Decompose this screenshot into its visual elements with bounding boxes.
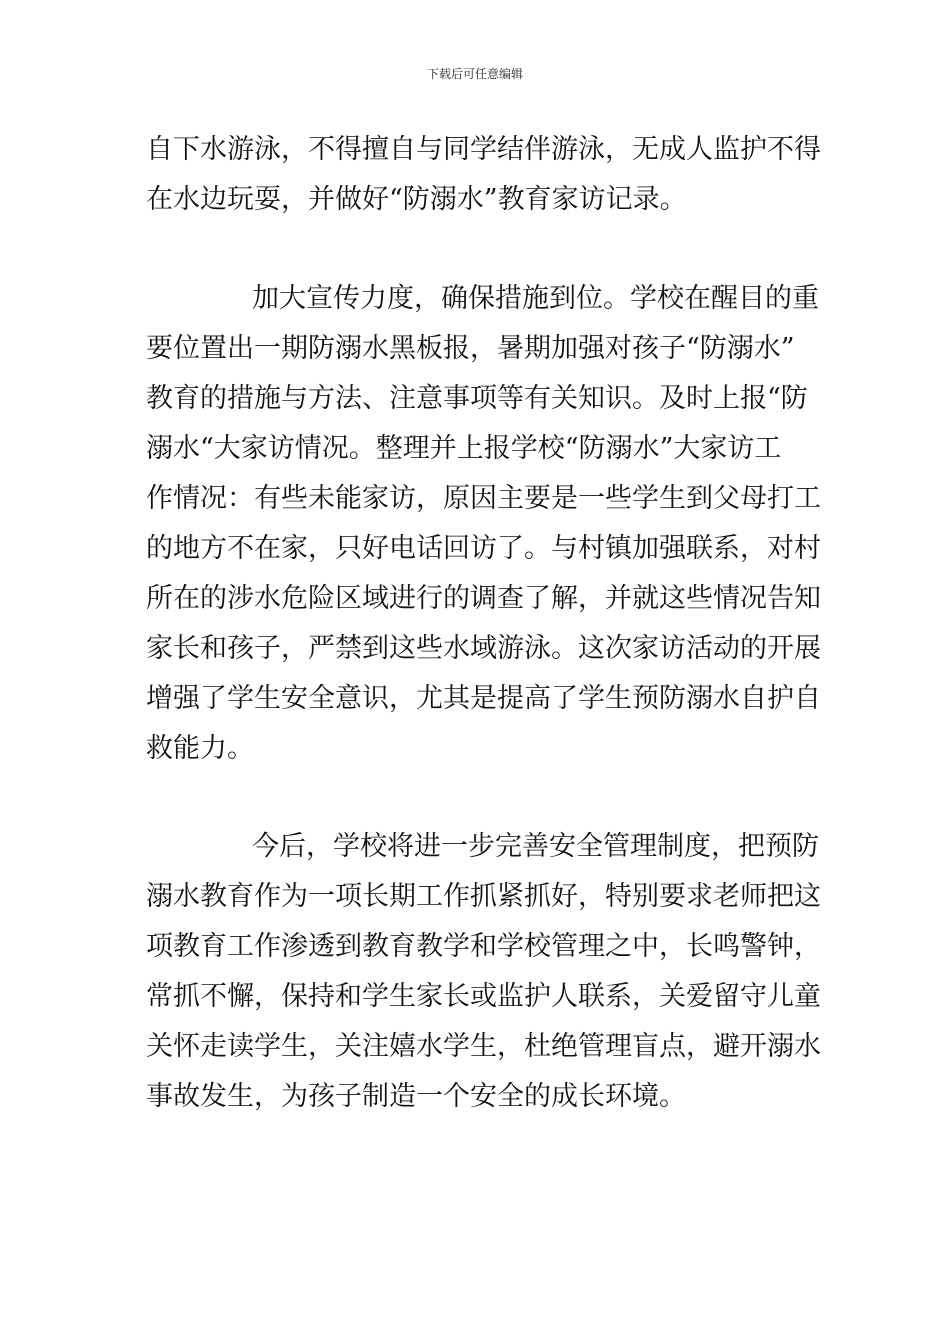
paragraph-2-line-5: 作情况：有些未能家访，原因主要是一些学生到父母打工	[146, 483, 821, 514]
paragraph-2-line-6: 的地方不在家，只好电话回访了。与村镇加强联系，对村	[146, 533, 821, 564]
paragraph-2-line-9: 增强了学生安全意识，尤其是提高了学生预防溺水自护自	[146, 683, 821, 714]
paragraph-3-line-3: 项教育工作渗透到教育教学和学校管理之中，长鸣警钟，	[146, 931, 821, 962]
paragraph-2-line-7: 所在的涉水危险区域进行的调查了解，并就这些情况告知	[146, 583, 821, 614]
paragraph-3-line-1: 今后，学校将进一步完善安全管理制度，把预防	[252, 831, 819, 862]
paragraph-2-line-10: 救能力。	[146, 733, 254, 764]
header-note: 下载后可任意编辑	[426, 67, 523, 81]
paragraph-2-line-2: 要位置出一期防溺水黑板报，暑期加强对孩子“防溺水”	[146, 333, 795, 364]
paragraph-3-line-4: 常抓不懈，保持和学生家长或监护人联系，关爱留守儿童	[146, 981, 821, 1012]
paragraph-2-line-4: 溺水“大家访情况。整理并上报学校“防溺水”大家访工	[146, 433, 782, 464]
paragraph-1-line-2: 在水边玩耍，并做好“防溺水”教育家访记录。	[146, 184, 687, 215]
paragraph-3-line-2: 溺水教育作为一项长期工作抓紧抓好，特别要求老师把这	[146, 881, 821, 912]
paragraph-1-line-1: 自下水游泳，不得擅自与同学结伴游泳，无成人监护不得	[146, 134, 821, 165]
paragraph-3-line-5: 关怀走读学生，关注嬉水学生，杜绝管理盲点，避开溺水	[146, 1031, 821, 1062]
paragraph-2-line-1: 加大宣传力度，确保措施到位。学校在醒目的重	[252, 283, 819, 314]
paragraph-2-line-3: 教育的措施与方法、注意事项等有关知识。及时上报“防	[146, 383, 808, 414]
paragraph-2-line-8: 家长和孩子，严禁到这些水域游泳。这次家访活动的开展	[146, 633, 821, 664]
paragraph-3-line-6: 事故发生，为孩子制造一个安全的成长环境。	[146, 1081, 686, 1112]
